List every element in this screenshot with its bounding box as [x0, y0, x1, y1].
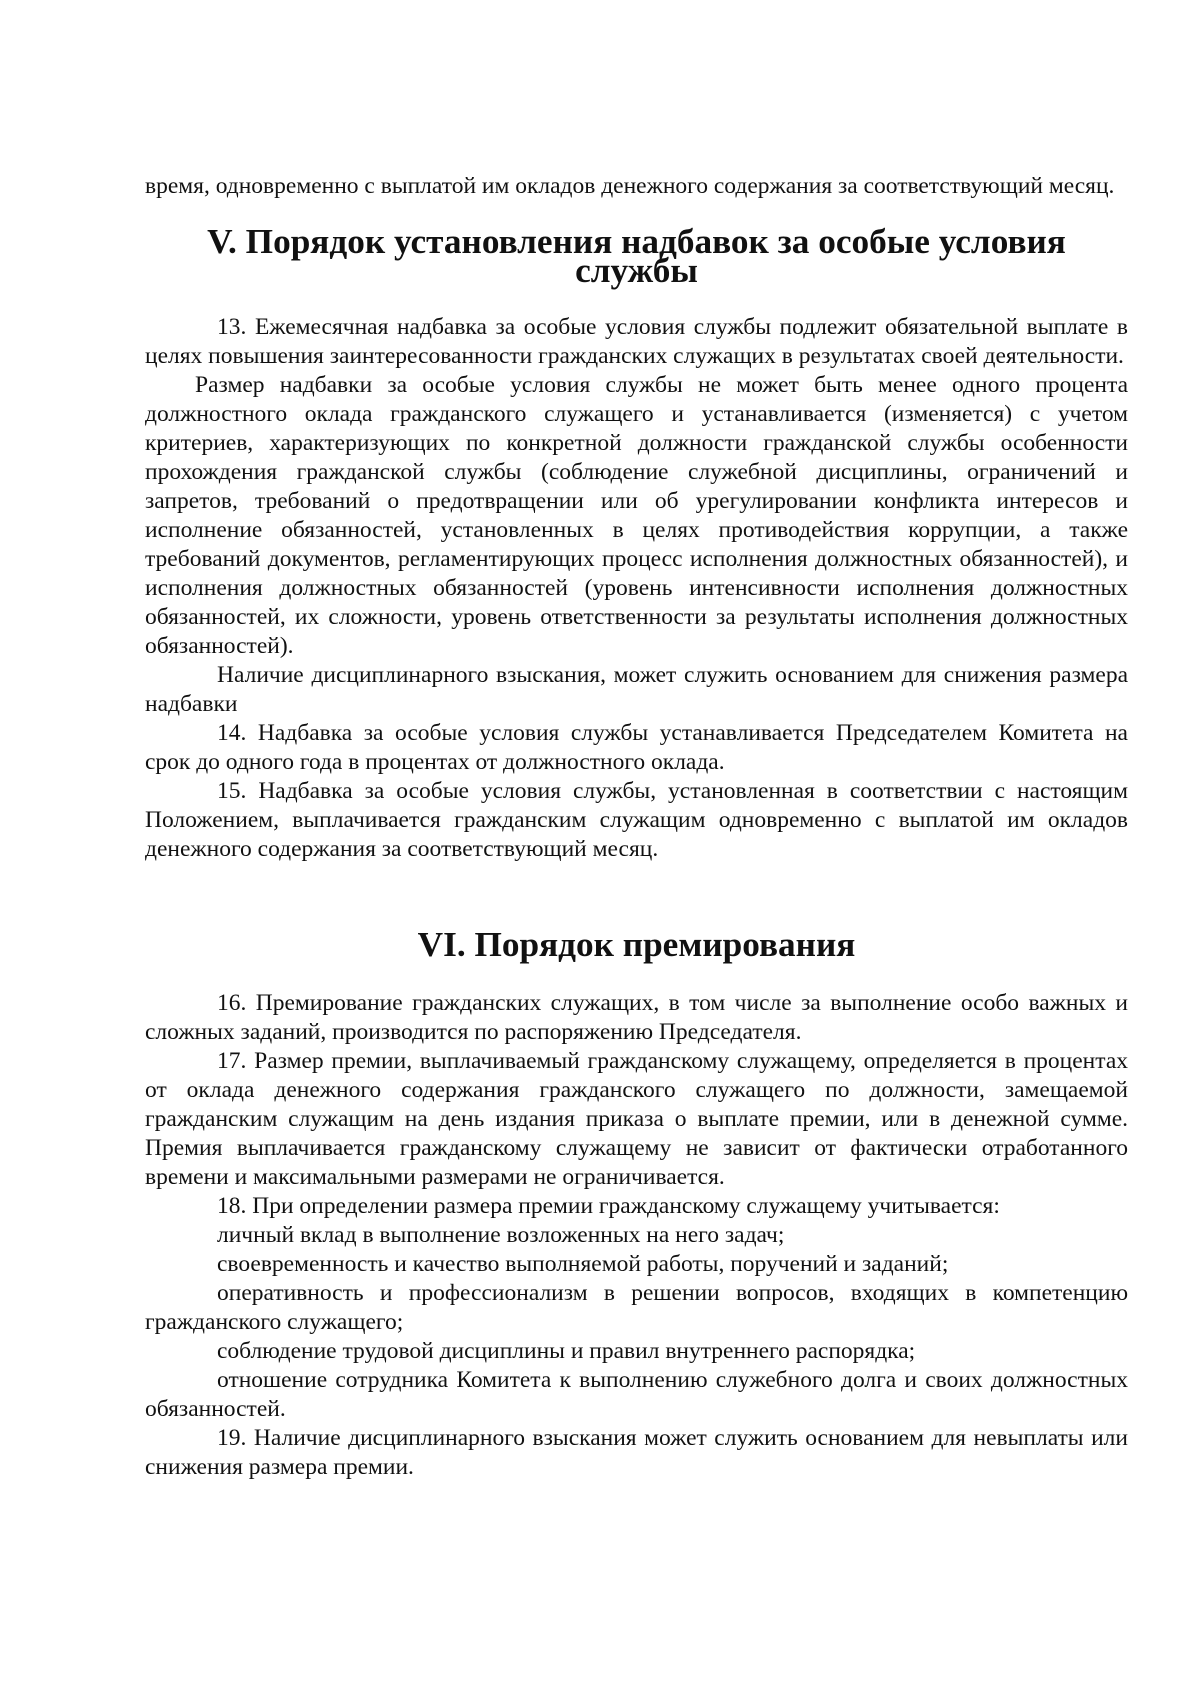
section-6-heading: VI. Порядок премирования — [417, 925, 856, 964]
paragraph-17: 17. Размер премии, выплачиваемый гражданскому служащему, определяется в процентах от оклада денежного содержания гражданского служащего по должности, замещаемой гражданским служащим на день издания приказа о выплате премии, или в денежной сумме. Премия выплачивается гражданскому служащему не зависит от фактически отработанного времени и максимальными размерами не ограничивается. — [145, 1048, 1128, 1190]
paragraph-13-discipline: Наличие дисциплинарного взыскания, может служить основанием для снижения размера надбавки — [145, 662, 1128, 717]
paragraph-18: 18. При определении размера премии гражданскому служащему учитывается: — [217, 1193, 1000, 1219]
document-page — [145, 172, 1128, 1482]
section-5-heading: V. Порядок установления надбавок за особые условия службы — [207, 222, 1066, 290]
paragraph-13-size: Размер надбавки за особые условия службы не может быть менее одного процента должностного оклада гражданского служащего и устанавливается (изменяется) с учетом критериев, характеризующих по конкретной должности гражданской службы особенности прохождения гражданской службы (соблюдение служебной дисциплины, ограничений и запретов, требований о предотвращении или об урегулировании конфликта интересов и исполнение обязанностей, установленных в целях противодействия коррупции, а также требований документов, регламентирующих процесс исполнения должностных обязанностей), и исполнения должностных обязанностей (уровень интенсивности исполнения должностных обязанностей, их сложности, уровень ответственности за результаты исполнения должностных обязанностей). — [145, 372, 1128, 659]
paragraph-13: 13. Ежемесячная надбавка за особые условия службы подлежит обязательной выплате в целях повышения заинтересованности гражданских служащих в результатах своей деятельности. — [145, 314, 1128, 369]
list-item: отношение сотрудника Комитета к выполнению служебного долга и своих должностных обязанностей. — [145, 1367, 1128, 1422]
paragraph-19: 19. Наличие дисциплинарного взыскания может служить основанием для невыплаты или снижения размера премии. — [145, 1425, 1128, 1480]
list-item: своевременность и качество выполняемой работы, поручений и заданий; — [217, 1251, 949, 1277]
paragraph-14: 14. Надбавка за особые условия службы устанавливается Председателем Комитета на срок до одного года в процентах от должностного оклада. — [145, 720, 1128, 775]
list-item: оперативность и профессионализм в решении вопросов, входящих в компетенцию гражданского служащего; — [145, 1280, 1128, 1335]
continued-paragraph: время, одновременно с выплатой им окладов денежного содержания за соответствующий месяц. — [145, 173, 1115, 199]
list-item: соблюдение трудовой дисциплины и правил внутреннего распорядка; — [217, 1338, 916, 1364]
paragraph-16: 16. Премирование гражданских служащих, в том числе за выполнение особо важных и сложных заданий, производится по распоряжению Председателя. — [145, 990, 1128, 1045]
list-item: личный вклад в выполнение возложенных на него задач; — [217, 1222, 785, 1248]
paragraph-15: 15. Надбавка за особые условия службы, установленная в соответствии с настоящим Положением, выплачивается гражданским служащим одновременно с выплатой им окладов денежного содержания за соответствующий месяц. — [145, 778, 1128, 862]
